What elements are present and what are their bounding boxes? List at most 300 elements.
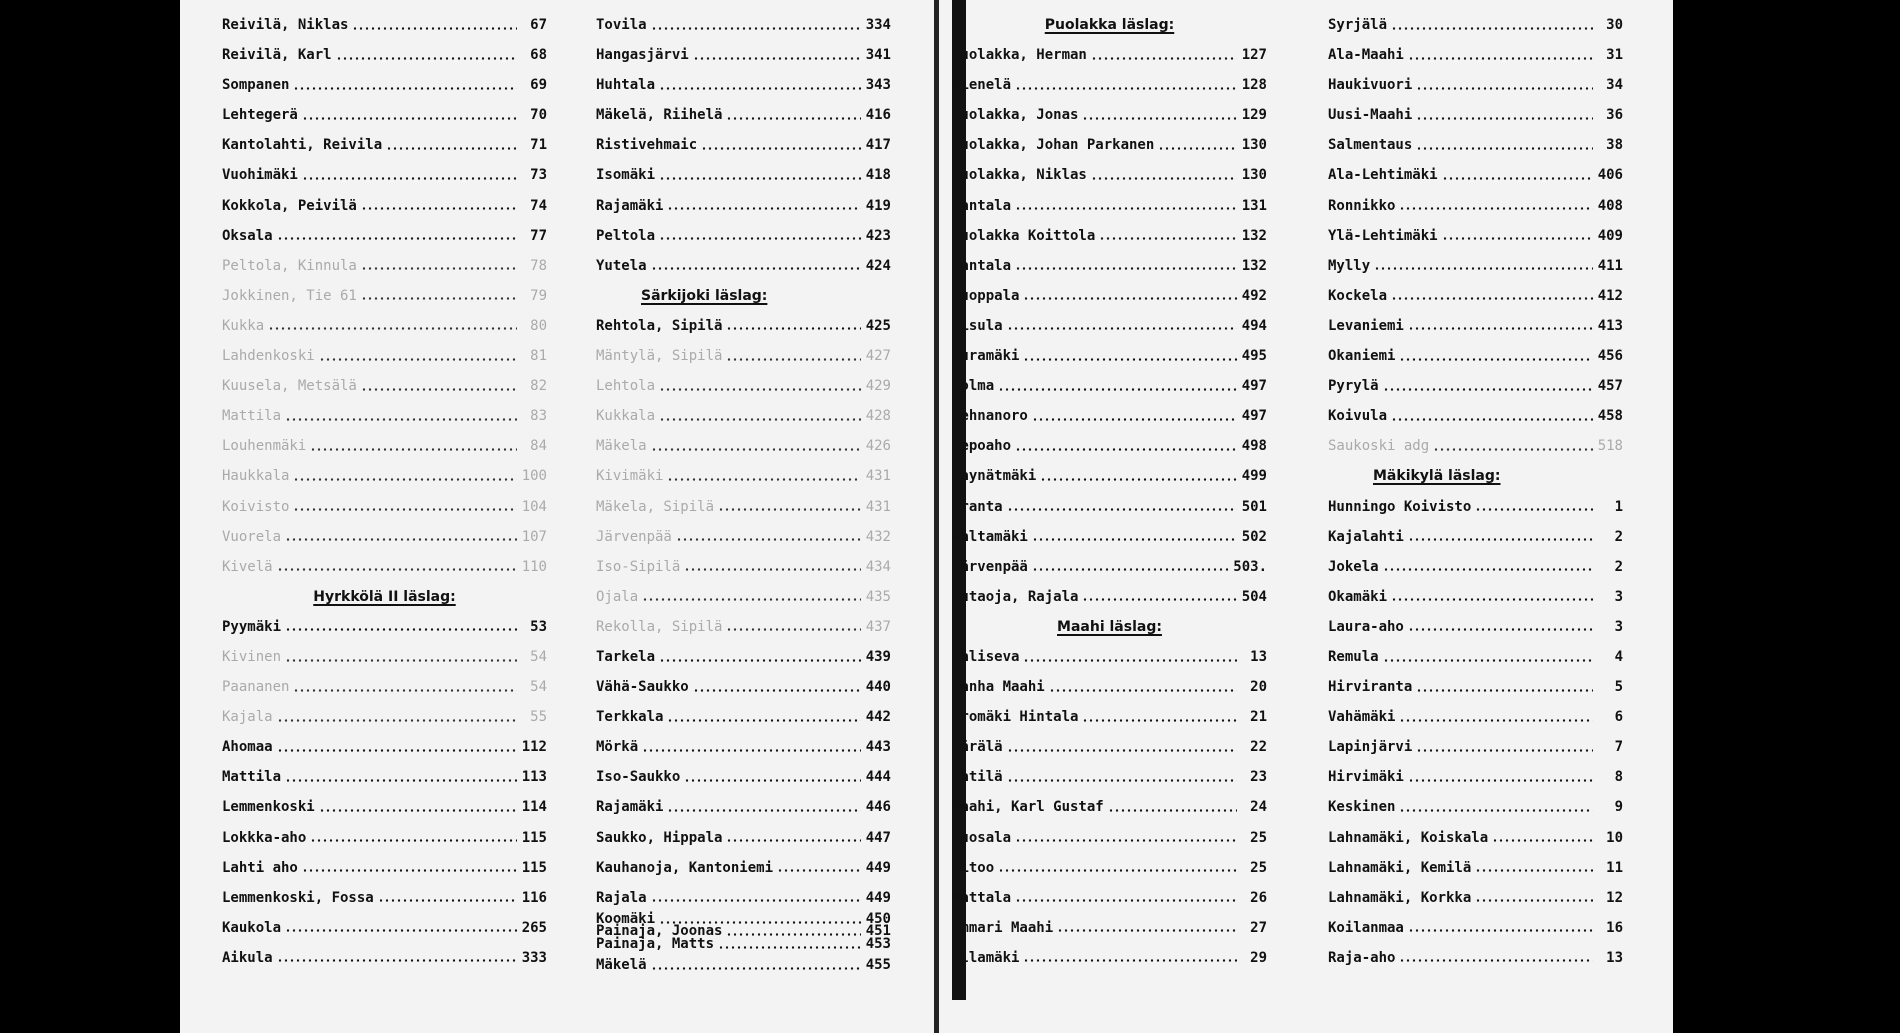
entry-page-number: 418	[865, 167, 891, 184]
entry-page-number: 431	[865, 498, 891, 515]
index-entry	[222, 371, 547, 401]
entry-page-number: 3	[1614, 588, 1623, 605]
entry-name: Remula	[1328, 648, 1379, 665]
index-entry	[1328, 401, 1623, 431]
entry-name: Rajamäki	[596, 197, 664, 214]
dot-leader	[1416, 117, 1593, 120]
dot-leader	[1475, 508, 1593, 511]
entry-page-number: 22	[1250, 739, 1267, 756]
entry-name: Kivimäki	[596, 468, 664, 485]
entry-name: Uusi-Maahi	[1328, 107, 1413, 124]
dot-leader	[1433, 448, 1593, 451]
dot-leader	[1015, 899, 1237, 902]
entry-page-number: 427	[865, 348, 891, 365]
entry-page-number: 79	[530, 287, 547, 304]
entry-page-number: 446	[865, 799, 891, 816]
entry-page-number: 38	[1606, 137, 1623, 154]
index-entry	[596, 10, 891, 40]
entry-name: Sompanen	[222, 77, 290, 94]
entry-name: Holma	[952, 378, 995, 395]
dot-leader	[1399, 809, 1593, 812]
entry-page-number: 501	[1241, 498, 1267, 515]
entry-page-number: 439	[865, 648, 891, 665]
index-entry	[596, 672, 891, 702]
dot-leader	[378, 899, 517, 902]
entry-page-number: 84	[530, 438, 547, 455]
index-entry	[222, 251, 547, 281]
entry-page-number: 451	[865, 923, 891, 940]
dot-leader	[293, 478, 517, 481]
dot-leader	[285, 628, 517, 631]
entry-name: Lahnamäki, Koiskala	[1328, 829, 1489, 846]
dot-leader	[361, 297, 517, 300]
entry-name: Kockela	[1328, 287, 1388, 304]
entry-name: Peltola, Kinnula	[222, 257, 357, 274]
dot-leader	[293, 508, 517, 511]
index-entry	[952, 582, 1267, 612]
entry-name: Laura-aho	[1328, 618, 1404, 635]
index-entry	[222, 552, 547, 582]
entry-name: Puolakka, Jonas	[952, 107, 1079, 124]
entry-page-number: 54	[530, 679, 547, 696]
dot-leader	[1383, 568, 1593, 571]
entry-page-number: 8	[1614, 769, 1623, 786]
entry-page-number: 10	[1606, 829, 1623, 846]
index-entry	[222, 612, 547, 642]
entry-page-number: 456	[1597, 348, 1623, 365]
entry-page-number: 23	[1250, 769, 1267, 786]
entry-page-number: 408	[1597, 197, 1623, 214]
index-entry	[596, 100, 891, 130]
dot-leader	[701, 147, 861, 150]
entry-name: Raynätmäki	[952, 468, 1037, 485]
entry-name: Järvenpää	[596, 528, 672, 545]
entry-page-number: 502	[1241, 528, 1267, 545]
index-entry	[222, 100, 547, 130]
entry-name: Iso-Sipilä	[596, 558, 681, 575]
entry-name: Huhtala	[596, 77, 656, 94]
index-entry	[1328, 762, 1623, 792]
dot-leader	[1082, 719, 1237, 722]
entry-page-number: 416	[865, 107, 891, 124]
index-entry	[952, 251, 1267, 281]
entry-name: Painaja, Joonas	[596, 923, 723, 940]
entry-name: Vuorela	[222, 528, 282, 545]
dot-leader	[684, 568, 861, 571]
entry-page-number: 504	[1241, 588, 1267, 605]
entry-page-number: 434	[865, 558, 891, 575]
entry-name: Risula	[952, 317, 1003, 334]
entry-name: Hirvimäki	[1328, 769, 1404, 786]
dot-leader	[1007, 779, 1237, 782]
entry-name: Kukkala	[596, 408, 656, 425]
entry-name: Haukkala	[222, 468, 290, 485]
entry-name: Allamäki	[952, 949, 1020, 966]
entry-name: Keskinen	[1328, 799, 1396, 816]
index-entry	[596, 160, 891, 190]
entry-page-number: 443	[865, 739, 891, 756]
entry-name: Raja-aho	[1328, 949, 1396, 966]
index-entry	[596, 70, 891, 100]
dot-leader	[293, 87, 517, 90]
dot-leader	[659, 388, 861, 391]
entry-name: Puolakka, Johan Parkanen	[952, 137, 1155, 154]
entry-name: Ala-Maahi	[1328, 47, 1404, 64]
dot-leader	[1475, 899, 1593, 902]
index-entry	[952, 913, 1267, 943]
index-entry	[222, 431, 547, 461]
entry-name: Lepoaho	[952, 438, 1012, 455]
entry-page-number: 419	[865, 197, 891, 214]
entry-page-number: 25	[1250, 829, 1267, 846]
index-entry	[596, 371, 891, 401]
index-entry	[222, 40, 547, 70]
entry-name: Reivilä, Karl	[222, 47, 332, 64]
dot-leader	[285, 538, 517, 541]
index-entry	[222, 461, 547, 491]
entry-page-number: 343	[865, 77, 891, 94]
entry-name: Terkkala	[596, 709, 664, 726]
dot-leader	[277, 719, 517, 722]
index-entry	[222, 341, 547, 371]
entry-page-number: 82	[530, 378, 547, 395]
entry-page-number: 21	[1250, 709, 1267, 726]
dot-leader	[651, 267, 861, 270]
entry-name: Syrjälä	[1328, 17, 1388, 33]
index-entry	[222, 130, 547, 160]
entry-name: Tuosala	[952, 829, 1012, 846]
dot-leader	[1015, 87, 1237, 90]
dot-leader	[319, 809, 517, 812]
index-entry	[596, 950, 891, 980]
entry-name: Mylly	[1328, 257, 1371, 274]
index-entry	[1328, 672, 1623, 702]
entry-page-number: 428	[865, 408, 891, 425]
index-entry	[222, 702, 547, 732]
index-entry	[596, 853, 891, 883]
entry-name: Yutela	[596, 257, 647, 274]
index-entry	[596, 762, 891, 792]
dot-leader	[1023, 659, 1237, 662]
index-entry	[222, 221, 547, 251]
entry-name: Vahämäki	[1328, 709, 1396, 726]
entry-name: Patilä	[952, 769, 1003, 786]
dot-leader	[676, 538, 861, 541]
entry-name: Kutaoja, Rajala	[952, 588, 1079, 605]
index-entry	[1328, 431, 1623, 461]
dot-leader	[1015, 839, 1237, 842]
entry-name: Rekolla, Sipilä	[596, 618, 723, 635]
dot-leader	[285, 929, 517, 932]
entry-name: Mattala	[952, 889, 1012, 906]
entry-page-number: 424	[865, 257, 891, 274]
dot-leader	[1442, 237, 1593, 240]
dot-leader	[998, 388, 1237, 391]
entry-page-number: 412	[1597, 287, 1623, 304]
entry-name: Rehtola, Sipilä	[596, 317, 723, 334]
entry-page-number: 31	[1606, 47, 1623, 64]
index-entry	[222, 853, 547, 883]
entry-name: Lemmenkoski, Fossa	[222, 889, 374, 906]
entry-page-number: 114	[521, 799, 547, 816]
entry-name: Rajala	[596, 889, 647, 906]
entry-name: Koilanmaa	[1328, 919, 1404, 936]
dot-leader	[693, 57, 861, 60]
index-entry	[952, 823, 1267, 853]
entry-name: Jokkinen, Tie 61	[222, 287, 357, 304]
entry-name: Lapinjärvi	[1328, 739, 1413, 756]
index-entry	[222, 311, 547, 341]
entry-name: Haltamäki	[952, 528, 1028, 545]
index-entry	[596, 251, 891, 281]
entry-page-number: 80	[530, 317, 547, 334]
entry-page-number: 26	[1250, 889, 1267, 906]
entry-name: Oksala	[222, 227, 273, 244]
entry-page-number: 107	[521, 528, 547, 545]
index-column-1	[222, 10, 547, 973]
dot-leader	[1391, 297, 1593, 300]
index-entry	[1328, 281, 1623, 311]
entry-name: Ammari Maahi	[952, 919, 1054, 936]
index-entry	[952, 702, 1267, 732]
dot-leader	[1391, 27, 1593, 30]
entry-page-number: 495	[1241, 348, 1267, 365]
entry-name: Puolakka, Niklas	[952, 167, 1087, 184]
dot-leader	[659, 87, 861, 90]
entry-page-number: 417	[865, 137, 891, 154]
entry-name: Louhenmäki	[222, 438, 307, 455]
index-entry	[952, 70, 1267, 100]
dot-leader	[361, 267, 517, 270]
dot-leader	[1416, 689, 1593, 692]
dot-leader	[659, 418, 861, 421]
index-entry	[952, 281, 1267, 311]
index-entry	[596, 431, 891, 461]
entry-name: Paananen	[222, 679, 290, 696]
index-entry	[1328, 130, 1623, 160]
index-entry	[1328, 853, 1623, 883]
dot-leader	[642, 749, 861, 752]
entry-page-number: 5	[1614, 679, 1623, 696]
dot-leader	[268, 327, 517, 330]
section-heading: Puolakka läslag:	[1044, 17, 1175, 33]
entry-name: Lahdenkoski	[222, 348, 315, 365]
entry-page-number: 455	[865, 957, 891, 974]
entry-page-number: 132	[1241, 227, 1267, 244]
entry-page-number: 426	[865, 438, 891, 455]
entry-page-number: 34	[1606, 77, 1623, 94]
entry-name: Hunningo Koivisto	[1328, 498, 1472, 515]
entry-name: Vehnanoro	[952, 408, 1028, 425]
entry-page-number: 27	[1250, 919, 1267, 936]
entry-page-number: 497	[1241, 408, 1267, 425]
section-heading: Hyrkkölä II läslag:	[313, 588, 456, 605]
entry-name: Ojala	[596, 588, 639, 605]
entry-page-number: 409	[1597, 227, 1623, 244]
entry-page-number: 74	[530, 197, 547, 214]
dot-leader	[302, 869, 517, 872]
index-entry	[1328, 492, 1623, 522]
index-entry	[596, 40, 891, 70]
entry-name: Maahi, Karl Gustaf	[952, 799, 1104, 816]
index-entry	[1328, 341, 1623, 371]
entry-page-number: 4	[1614, 648, 1623, 665]
dot-leader	[1007, 749, 1237, 752]
index-entry	[222, 943, 547, 973]
entry-name: Kokkola, Peivilä	[222, 197, 357, 214]
dot-leader	[1023, 358, 1237, 361]
dot-leader	[718, 946, 861, 949]
entry-name: Vähä-Saukko	[596, 679, 689, 696]
entry-name: Kantolahti, Reivila	[222, 137, 383, 154]
index-entry	[1328, 40, 1623, 70]
entry-name: Lemmenkoski	[222, 799, 315, 816]
dot-leader	[1108, 809, 1237, 812]
dot-leader	[361, 207, 517, 210]
index-entry	[952, 401, 1267, 431]
dot-leader	[1408, 57, 1593, 60]
entry-page-number: 20	[1250, 679, 1267, 696]
dot-leader	[319, 358, 517, 361]
dot-leader	[1015, 448, 1237, 451]
dot-leader	[361, 388, 517, 391]
entry-name: Kaliseva	[952, 648, 1020, 665]
entry-name: Kukka	[222, 317, 265, 334]
entry-page-number: 265	[521, 919, 547, 936]
index-entry	[1328, 913, 1623, 943]
dot-leader	[1475, 869, 1593, 872]
entry-page-number: 83	[530, 408, 547, 425]
entry-name: Pyymäki	[222, 618, 282, 635]
index-entry	[952, 792, 1267, 822]
entry-page-number: 492	[1241, 287, 1267, 304]
index-entry	[952, 552, 1267, 582]
index-entry	[222, 401, 547, 431]
entry-name: Pärälä	[952, 739, 1003, 756]
dot-leader	[1007, 327, 1237, 330]
dot-leader	[667, 207, 861, 210]
entry-page-number: 24	[1250, 799, 1267, 816]
entry-page-number: 112	[521, 739, 547, 756]
dot-leader	[277, 568, 517, 571]
index-entry	[952, 522, 1267, 552]
index-entry	[596, 221, 891, 251]
entry-page-number: 450	[865, 910, 891, 927]
dot-leader	[1408, 538, 1593, 541]
dot-leader	[1383, 659, 1593, 662]
index-entry	[952, 672, 1267, 702]
index-entry	[222, 10, 547, 40]
index-entry	[596, 191, 891, 221]
entry-name: Rantala	[952, 257, 1012, 274]
dot-leader	[642, 598, 861, 601]
entry-name: Lahnamäki, Kemilä	[1328, 859, 1472, 876]
dot-leader	[1391, 418, 1593, 421]
entry-name: Ronnikko	[1328, 197, 1396, 214]
entry-page-number: 449	[865, 859, 891, 876]
entry-page-number: 497	[1241, 378, 1267, 395]
index-entry	[596, 461, 891, 491]
dot-leader	[277, 749, 517, 752]
index-column-4	[1328, 10, 1623, 973]
entry-name: Vuohimäki	[222, 167, 298, 184]
page-gutter	[934, 0, 939, 1033]
entry-name: Salmentaus	[1328, 137, 1413, 154]
index-entry	[222, 70, 547, 100]
index-entry	[596, 130, 891, 160]
index-entry	[222, 522, 547, 552]
dot-leader	[1015, 267, 1237, 270]
index-entry	[222, 160, 547, 190]
entry-page-number: 127	[1241, 47, 1267, 64]
dot-leader	[293, 689, 517, 692]
dot-leader	[726, 327, 861, 330]
index-entry	[952, 883, 1267, 913]
dot-leader	[1408, 929, 1593, 932]
entry-page-number: 67	[530, 17, 547, 33]
section-heading: Mäkikylä läslag:	[1373, 468, 1501, 485]
entry-name: Peltola	[596, 227, 656, 244]
entry-page-number: 130	[1241, 167, 1267, 184]
entry-page-number: 7	[1614, 739, 1623, 756]
entry-page-number: 116	[521, 889, 547, 906]
entry-name: Kivinen	[222, 648, 282, 665]
index-entry	[1328, 311, 1623, 341]
index-entry	[596, 582, 891, 612]
entry-page-number: 29	[1250, 949, 1267, 966]
index-entry	[952, 431, 1267, 461]
entry-name: Jokela	[1328, 558, 1379, 575]
dot-leader	[1057, 929, 1237, 932]
dot-leader	[1091, 57, 1237, 60]
entry-name: Haukivuori	[1328, 77, 1413, 94]
entry-page-number: 498	[1241, 438, 1267, 455]
dot-leader	[1399, 207, 1593, 210]
entry-page-number: 457	[1597, 378, 1623, 395]
index-entry	[596, 732, 891, 762]
index-entry	[596, 612, 891, 642]
entry-name: Okamäki	[1328, 588, 1388, 605]
index-entry	[1328, 642, 1623, 672]
entry-name: Painaja, Matts	[596, 935, 715, 952]
entry-name: Lahnamäki, Korkka	[1328, 889, 1472, 906]
entry-page-number: 432	[865, 528, 891, 545]
entry-page-number: 13	[1250, 648, 1267, 665]
index-entry	[1328, 943, 1623, 973]
entry-name: Aikula	[222, 949, 273, 966]
dot-leader	[1158, 147, 1237, 150]
index-entry	[952, 943, 1267, 973]
dot-leader	[651, 967, 861, 970]
dot-leader	[1040, 478, 1237, 481]
entry-page-number: 423	[865, 227, 891, 244]
entry-page-number: 1	[1614, 498, 1623, 515]
entry-page-number: 341	[865, 47, 891, 64]
entry-page-number: 25	[1250, 859, 1267, 876]
dot-leader	[998, 869, 1237, 872]
index-entry	[952, 130, 1267, 160]
entry-page-number: 435	[865, 588, 891, 605]
index-entry	[222, 191, 547, 221]
dot-leader	[659, 921, 861, 924]
entry-name: Ahomaa	[222, 739, 273, 756]
entry-page-number: 131	[1241, 197, 1267, 214]
entry-page-number: 16	[1606, 919, 1623, 936]
index-entry	[1328, 823, 1623, 853]
index-entry	[952, 642, 1267, 672]
dot-leader	[726, 117, 861, 120]
index-entry	[596, 492, 891, 522]
